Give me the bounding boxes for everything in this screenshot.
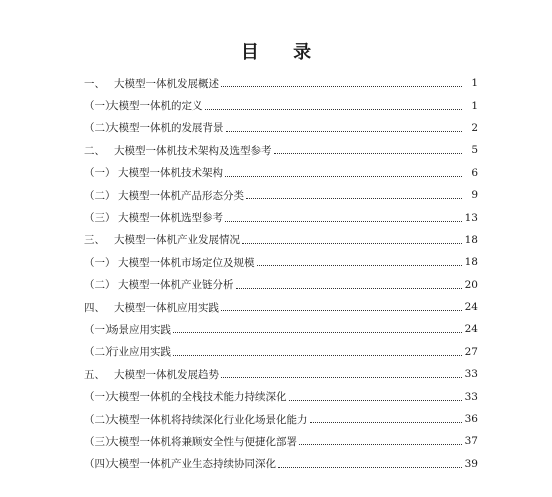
toc-entry[interactable] (84, 251, 478, 273)
toc-entry-number: （二） (84, 189, 116, 202)
toc-entry-number: 四、 (84, 301, 105, 314)
toc-entry-title: 大模型一体机市场定位及规模 (118, 256, 255, 269)
toc-entry[interactable] (84, 296, 478, 318)
toc-entry-number: （三） (84, 435, 116, 448)
toc-entry-number: （一） (84, 100, 116, 113)
toc-entry-title: 大模型一体机的全栈技术能力持续深化 (108, 391, 287, 404)
toc-entry-title: 大模型一体机选型参考 (118, 212, 223, 225)
toc-entry[interactable] (84, 318, 478, 340)
toc-dot-leader (221, 85, 462, 87)
toc-entry[interactable] (84, 139, 478, 161)
toc-dot-leader (226, 130, 463, 132)
toc-entry-number: 二、 (84, 144, 105, 157)
toc-entry-number: （一） (84, 391, 116, 404)
toc-entry-title: 大模型一体机技术架构及选型参考 (114, 144, 272, 157)
toc-dot-leader (257, 264, 463, 266)
toc-dot-leader (289, 399, 463, 401)
toc-entry-title: 大模型一体机应用实践 (114, 301, 219, 314)
toc-entry-title: 行业应用实践 (108, 346, 171, 359)
toc-entry-number: （一） (84, 256, 116, 269)
toc-entry-page: 5 (471, 144, 478, 157)
toc-entry-title: 大模型一体机发展概述 (114, 77, 219, 90)
toc-entry[interactable] (84, 229, 478, 251)
toc-entry[interactable] (84, 162, 478, 184)
toc-dot-leader (278, 466, 462, 468)
toc-dot-leader (173, 354, 462, 356)
toc-entry[interactable] (84, 206, 478, 228)
toc-entry-title: 大模型一体机发展趋势 (114, 368, 219, 381)
toc-entry-page: 1 (471, 77, 478, 90)
toc-entry[interactable] (84, 453, 478, 475)
toc-entry-page: 39 (464, 457, 478, 470)
toc-entry-title: 大模型一体机将兼顾安全性与便捷化部署 (108, 435, 297, 448)
toc-entry[interactable] (84, 184, 478, 206)
toc-entry-page: 36 (464, 413, 478, 426)
toc-entry[interactable] (84, 117, 478, 139)
toc-dot-leader (225, 220, 462, 222)
toc-entry-title: 大模型一体机的定义 (108, 100, 203, 113)
toc-entry[interactable] (84, 385, 478, 407)
toc-entry-page: 13 (464, 211, 478, 224)
toc-entry-page: 33 (464, 368, 478, 381)
toc-entry-number: （三） (84, 212, 116, 225)
toc-entry-page: 20 (464, 278, 478, 291)
toc-entry-title: 大模型一体机产业发展情况 (114, 234, 240, 247)
toc-dot-leader (205, 108, 463, 110)
toc-entry-page: 18 (464, 256, 478, 269)
toc-entry-page: 24 (464, 323, 478, 336)
toc-entry-page: 9 (471, 189, 478, 202)
toc-entry[interactable] (84, 408, 478, 430)
toc-entry-number: （二） (84, 346, 116, 359)
toc-entry-number: （二） (84, 279, 116, 292)
toc-entry-page: 6 (471, 166, 478, 179)
toc-entry-title: 大模型一体机技术架构 (118, 167, 223, 180)
toc-entry-number: 五、 (84, 368, 105, 381)
toc-entry-title: 大模型一体机产业链分析 (118, 279, 234, 292)
toc-entry-title: 场景应用实践 (108, 323, 171, 336)
toc-entry-page: 24 (464, 301, 478, 314)
toc-entry-title: 大模型一体机将持续深化行业化场景化能力 (108, 413, 308, 426)
toc-dot-leader (236, 287, 463, 289)
toc-entry-page: 18 (464, 233, 478, 246)
toc-dot-leader (310, 421, 463, 423)
toc-entry-page: 2 (471, 121, 478, 134)
toc-entry-number: 三、 (84, 234, 105, 247)
toc-entry[interactable] (84, 94, 478, 116)
toc-entry-title: 大模型一体机产品形态分类 (118, 189, 244, 202)
toc-dot-leader (246, 197, 462, 199)
toc-entry[interactable] (84, 72, 478, 94)
toc-entry-title: 大模型一体机产业生态持续协同深化 (108, 458, 276, 471)
toc-dot-leader (221, 309, 462, 311)
toc-entry-page: 27 (464, 345, 478, 358)
toc-entry[interactable] (84, 430, 478, 452)
toc-entry-number: （二） (84, 413, 116, 426)
toc-entry-number: （一） (84, 167, 116, 180)
toc-dot-leader (274, 152, 463, 154)
toc-entry-number: 一、 (84, 77, 105, 90)
toc-entry-number: （四） (84, 458, 116, 471)
toc-dot-leader (221, 376, 462, 378)
toc-entry-number: （二） (84, 122, 116, 135)
table-of-contents (84, 72, 478, 475)
toc-dot-leader (242, 242, 462, 244)
toc-title: 目 录 (240, 42, 326, 63)
toc-dot-leader (225, 175, 462, 177)
toc-entry-page: 1 (471, 99, 478, 112)
toc-entry-number: （一） (84, 323, 116, 336)
toc-entry-title: 大模型一体机的发展背景 (108, 122, 224, 135)
toc-entry-page: 37 (464, 435, 478, 448)
toc-entry-page: 33 (464, 390, 478, 403)
toc-dot-leader (173, 331, 462, 333)
toc-entry[interactable] (84, 274, 478, 296)
toc-entry[interactable] (84, 363, 478, 385)
toc-entry[interactable] (84, 341, 478, 363)
toc-dot-leader (299, 443, 462, 445)
